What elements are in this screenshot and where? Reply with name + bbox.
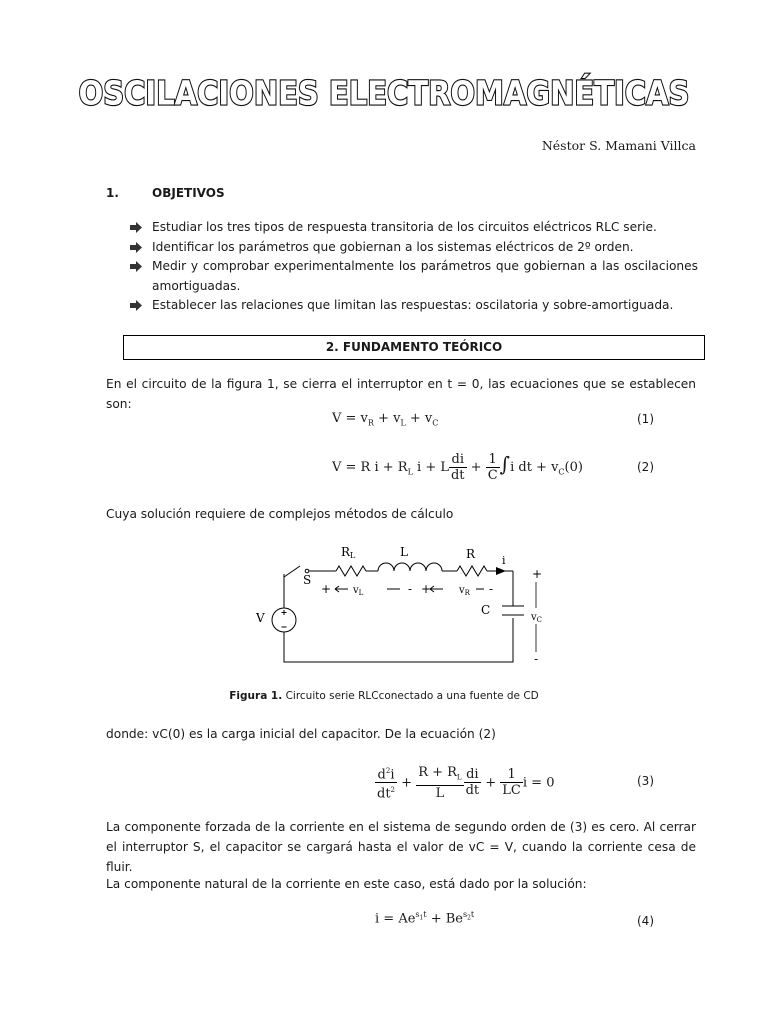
arrow-bullet-icon xyxy=(130,222,142,233)
circuit-diagram xyxy=(240,540,560,680)
objectives-list xyxy=(130,218,698,316)
equation-1: $V = v_R + v_L + v_C$ xyxy=(332,411,439,428)
label-vr: $v_R$ xyxy=(459,585,470,597)
equation-4-number: (4) xyxy=(637,914,654,928)
equation-1-number: (1) xyxy=(637,412,654,426)
figure-caption xyxy=(0,690,768,702)
label-vl: $v_L$ xyxy=(353,585,364,597)
vl-arrow-icon xyxy=(335,586,348,592)
resistor-rl xyxy=(336,566,366,576)
list-item xyxy=(130,296,698,316)
current-arrow-icon xyxy=(496,567,506,575)
forced-component-paragraph: La componente forzada de la corriente en el sistema de segundo orden de (3) es cero. Al cerrar el interruptor S, el capacitor se cargará hasta el valor de vC = V, cuando la corriente cesa de fluir. xyxy=(106,820,696,874)
plus-c: + xyxy=(532,567,543,581)
minus-r: - xyxy=(489,582,494,596)
document-title: OSCILACIONES ELECTROMAGNÉTICAS xyxy=(78,73,690,113)
label-s: S xyxy=(303,573,312,587)
section-1-title: OBJETIVOS xyxy=(152,186,225,200)
author-name: Néstor S. Mamani Villca xyxy=(541,138,696,153)
natural-component-paragraph: La componente natural de la corriente en este caso, está dado por la solución: xyxy=(106,877,587,891)
section-1-heading xyxy=(106,186,225,200)
list-item xyxy=(130,238,698,258)
caption-label: Figura 1. xyxy=(229,690,283,702)
bottom-wire xyxy=(284,618,513,662)
equation-3-number: (3) xyxy=(637,774,654,788)
label-l: L xyxy=(400,545,408,559)
arrow-bullet-icon xyxy=(130,300,142,311)
list-item-text: Establecer las relaciones que limitan las respuestas: oscilatoria y sobre-amortiguada. xyxy=(152,298,674,312)
list-item-text: Identificar los parámetros que gobiernan a los sistemas eléctricos de 2º orden. xyxy=(152,239,634,254)
resistor-r xyxy=(457,566,487,576)
label-r: R xyxy=(466,547,476,561)
equation-3: $\frac{d^2i}{dt^2}$ + $\frac{R + R_L}{L}$ $\frac{di}{dt}$ + $\frac{1}{LC}$ i = 0 xyxy=(377,764,555,802)
solution-paragraph: Cuya solución requiere de complejos métodos de cálculo xyxy=(106,507,454,521)
list-item-text: Medir y comprobar experimentalmente los parámetros que gobiernan a las oscilaciones amortiguadas. xyxy=(152,259,698,293)
label-c: C xyxy=(481,603,491,617)
intro-paragraph: En el circuito de la figura 1, se cierra el interruptor en t = 0, las ecuaciones que se establecen son: xyxy=(106,377,696,411)
arrow-bullet-icon xyxy=(130,261,142,272)
plus-rl: + xyxy=(321,582,332,596)
minus-c: - xyxy=(534,652,539,666)
section-1-number: 1. xyxy=(106,186,119,200)
label-i: i xyxy=(502,554,506,567)
list-item xyxy=(130,257,698,296)
label-rl: RL xyxy=(341,545,356,560)
minus-l: - xyxy=(408,582,413,596)
plus-r: + xyxy=(421,582,432,596)
equation-4: $i = Ae^{s_1t} + Be^{s_2t}$ xyxy=(375,910,475,927)
donde-paragraph: donde: vC(0) es la carga inicial del capacitor. De la ecuación (2) xyxy=(106,727,496,741)
caption-text: Circuito serie RLCconectado a una fuente de CD xyxy=(282,690,539,702)
section-2-heading: 2. FUNDAMENTO TEÓRICO xyxy=(123,335,705,360)
list-item xyxy=(130,218,698,238)
equation-2: V = R $i + R_L$ i + L $\frac{di}{dt}$ + $\frac{1}{C}$ ∫i dt + $v_C(0)$ xyxy=(332,452,583,483)
inductor-l xyxy=(378,563,442,571)
label-vc: $v_C$ xyxy=(531,612,543,624)
vr-arrow-icon xyxy=(430,586,443,592)
equation-2-number: (2) xyxy=(637,460,654,474)
list-item-text: Estudiar los tres tipos de respuesta transitoria de los circuitos eléctricos RLC serie. xyxy=(152,220,657,234)
switch-blade xyxy=(284,566,300,577)
arrow-bullet-icon xyxy=(130,242,142,253)
label-v: V xyxy=(256,611,265,625)
